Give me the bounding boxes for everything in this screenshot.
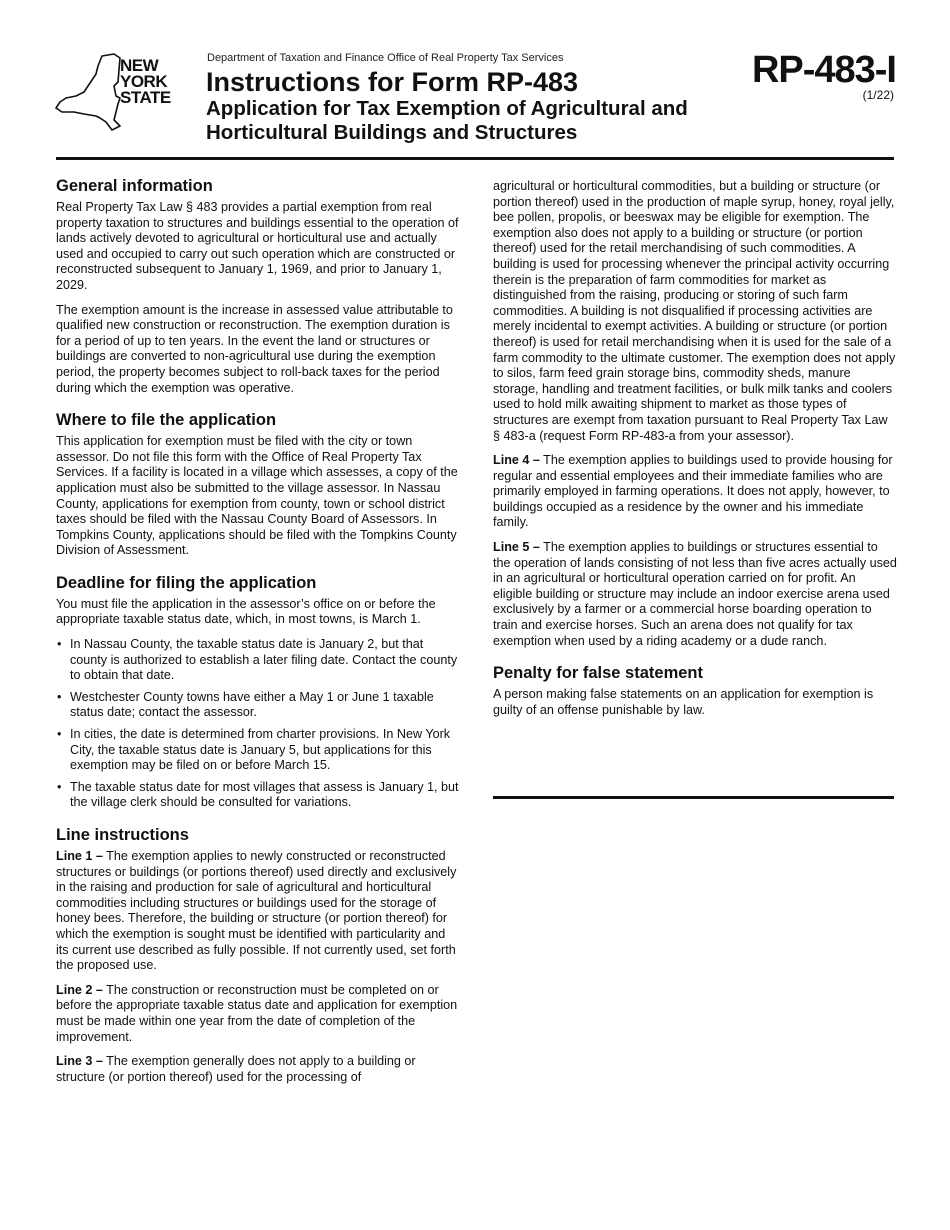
left-column	[56, 176, 460, 1099]
section-line-instructions	[56, 825, 460, 1085]
paragraph: Real Property Tax Law § 483 provides a partial exemption from real property taxation to structures and buildings essential to the operation of lands actively devoted to agricultural or horticultural use and actually used and occupied to carry out such operation which are constructed or reconstructed subsequent to January 1, 1969, and prior to January 1, 2029.	[56, 200, 459, 292]
end-divider	[493, 796, 894, 799]
form-number: RP-483-I	[751, 49, 896, 91]
section-deadline	[56, 573, 460, 811]
paragraph: A person making false statements on an application for exemption is guilty of an offense punishable by law.	[493, 687, 874, 717]
section-heading: Line instructions	[56, 826, 189, 844]
line-label: Line 1 –	[56, 849, 103, 863]
section-heading: Where to file the application	[56, 411, 277, 430]
section-heading: Deadline for filing the application	[56, 573, 317, 592]
line-label: Line 5 –	[493, 540, 540, 555]
deadline-list	[56, 637, 460, 811]
paragraph: The exemption amount is the increase in assessed value attributable to qualified new construction or reconstruction. The exemption duration is for a period of up to ten years. In the event the land or structures or buildings are converted to non-agricultural use during the exemption period, the property becomes subject to roll-back taxes for the period during which the exemption was operative.	[56, 302, 453, 395]
page-title: Instructions for Form RP-483	[206, 67, 579, 97]
new-york-state-outline-icon	[54, 52, 124, 132]
header-divider	[56, 157, 894, 160]
line-label: Line 3 –	[56, 1054, 103, 1069]
paragraph: This application for exemption must be filed with the city or town assessor. Do not file this form with the Office of Real Property Tax Services. If a facility is located in a village which assesses, a copy of the application must also be submitted to the village assessor. In Nassau County, applications for exemption from county, town or school district taxes should be filed with the Nassau County Board of Assessors. In Tompkins County, applications should be filed with the Tompkins County Division of Assessment.	[56, 434, 458, 558]
list-item: • In Nassau County, the taxable status date is January 2, but that county is authorized to establish a later filing date. Contact the county to obtain that date.	[56, 637, 460, 684]
paragraph: You must file the application in the assessor’s office on or before the appropriate taxable status date, which, in most towns, is March 1.	[56, 596, 436, 627]
line-5-instruction: Line 5 – The exemption applies to buildings or structures essential to the operation of lands consisting of not less than five acres actually used in an agricultural or horticultural operation carried on for profit. An eligible building or structure may include an indoor exercise arena used exclusively by a farmer or a commercial horse boarding operation to train and exercise horses. Such an arena does not qualify for tax exemption when used by a riding academy or a dude ranch.	[493, 540, 897, 648]
nys-logo	[54, 52, 184, 132]
list-item: • Westchester County towns have either a May 1 or June 1 taxable status date; contact the assessor.	[56, 690, 460, 721]
list-item: • The taxable status date for most villages that assess is January 1, but the village clerk should be consulted for variations.	[56, 780, 460, 811]
section-general	[56, 176, 460, 396]
line-3-continued: agricultural or horticultural commodities, but a building or structure (or portion thereof) used in the production of maple syrup, honey, royal jelly, bee pollen, propolis, or beeswax may be eligible for exemption. The exemption also does not apply to a building or structure (or portion thereof) used for the retail merchandising of such commodities. A building is used for processing whenever the principal activity occurring therein is the preparation of farm commodities for market as distinguished from the raising, producing or storing of such farm commodities. A building is not disqualified if processing activities are merely incidental to exempt activities. A building or structure (or portion thereof) is used for retail merchandising when it is used for the sale of a farm commodity to the ultimate customer. The exemption does not apply to silos, farm feed grain storage bins, commodity sheds, manure storage, handling and treatment facilities, or bulk milk tanks and coolers used to hold milk awaiting shipment to market as those types of structures are exempt from taxation pursuant to Real Property Tax Law § 483-a (request Form RP-483-a from your assessor).	[493, 179, 896, 443]
page-subtitle: Application for Tax Exemption of Agricultural and Horticultural Buildings and Structures	[206, 97, 688, 144]
section-heading: Penalty for false statement	[493, 664, 703, 683]
logo-wordmark: NEW YORK STATE	[120, 56, 171, 107]
line-4-instruction: Line 4 – The exemption applies to buildings used to provide housing for regular and essential employees and their immediate families who are primarily employed in farming operations. It does not apply, however, to buildings occupied as a residence by the owner and his immediate family.	[493, 453, 893, 530]
revision-date: (1/22)	[862, 88, 894, 102]
section-where-to-file	[56, 410, 460, 559]
line-label: Line 2 –	[56, 982, 103, 997]
right-column	[493, 179, 897, 732]
department-line: Department of Taxation and Finance Office of Real Property Tax Services	[207, 52, 564, 64]
section-heading: General information	[56, 177, 213, 195]
line-2-instruction: Line 2 – The construction or reconstruction must be completed on or before the appropriate taxable status date and application for exemption must be made within one year from the date of completion of the improvement.	[56, 982, 458, 1044]
line-3-instruction: Line 3 – The exemption generally does not apply to a building or structure (or portion thereof) used for the processing of	[56, 1054, 416, 1084]
line-label: Line 4 –	[493, 453, 540, 468]
list-item: • In cities, the date is determined from charter provisions. In New York City, the taxable status date is January 5, but applications for this exemption may be filed on or before March 15.	[56, 727, 460, 774]
section-penalty	[493, 663, 897, 718]
line-1-instruction: Line 1 – The exemption applies to newly constructed or reconstructed structures or buildings (or portions thereof) used directly and exclusively in the raising and production for sale of agricultural and horticultural commodities including structures or buildings used for the storage of honey bees. Therefore, the building or structure (or portion thereof) for which the exemption is sought must be identified with particularity and its current use described as fully possible. If not currently used, set forth the proposed use.	[56, 849, 457, 973]
